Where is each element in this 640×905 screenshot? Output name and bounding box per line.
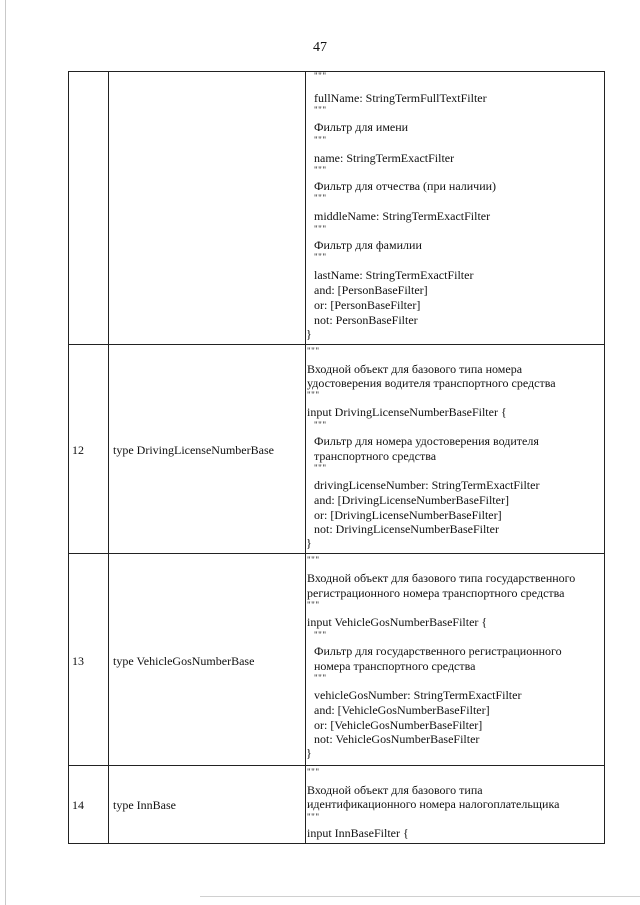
code-line: vehicleGosNumber: StringTermExactFilter (314, 688, 522, 702)
row-number: 14 (72, 798, 84, 812)
docstring-delimiter: """ (314, 630, 327, 640)
code-line: Входной объект для базового типа номера (307, 362, 523, 376)
docstring-delimiter: """ (314, 135, 327, 145)
docstring-delimiter: """ (307, 812, 320, 822)
docstring-delimiter: """ (307, 767, 320, 777)
code-line: Фильтр для фамилии (314, 238, 422, 252)
code-line: not: VehicleGosNumberBaseFilter (314, 732, 480, 746)
docstring-delimiter: """ (307, 390, 320, 400)
docstring-delimiter: """ (314, 193, 327, 203)
row-divider (69, 344, 604, 345)
code-line: not: PersonBaseFilter (314, 313, 418, 327)
row-number: 13 (72, 654, 84, 668)
code-line: Фильтр для государственного регистрационного (314, 644, 562, 658)
row-type-name: type InnBase (113, 798, 176, 812)
column-divider (108, 72, 109, 843)
row-number: 12 (72, 443, 84, 457)
code-line: or: [PersonBaseFilter] (314, 298, 421, 312)
code-line: and: [PersonBaseFilter] (314, 283, 428, 297)
code-line: and: [DrivingLicenseNumberBaseFilter] (314, 493, 509, 507)
code-line: } (306, 746, 312, 760)
code-line: Фильтр для отчества (при наличии) (314, 179, 497, 193)
code-line: or: [DrivingLicenseNumberBaseFilter] (314, 508, 502, 522)
code-line: идентификационного номера налогоплательщика (307, 797, 560, 811)
code-line: номера транспортного средства (314, 659, 476, 673)
code-line: drivingLicenseNumber: StringTermExactFilter (314, 478, 540, 492)
code-line: input VehicleGosNumberBaseFilter { (307, 615, 488, 629)
docstring-delimiter: """ (314, 420, 327, 430)
code-line: name: StringTermExactFilter (314, 151, 455, 165)
docstring-delimiter: """ (307, 346, 320, 356)
column-divider (305, 72, 306, 843)
code-line: } (306, 327, 312, 341)
page-number: 47 (313, 40, 327, 55)
row-divider (69, 765, 604, 766)
docstring-delimiter: """ (314, 463, 327, 473)
code-line: input InnBaseFilter { (307, 826, 409, 840)
docstring-delimiter: """ (314, 673, 327, 683)
code-line: not: DrivingLicenseNumberBaseFilter (314, 522, 499, 536)
docstring-delimiter: """ (314, 105, 327, 115)
code-line: and: [VehicleGosNumberBaseFilter] (314, 703, 490, 717)
docstring-delimiter: """ (307, 600, 320, 610)
code-line: Фильтр для номера удостоверения водителя (314, 434, 539, 448)
row-type-name: type DrivingLicenseNumberBase (113, 443, 274, 457)
code-line: регистрационного номера транспортного средства (307, 586, 565, 600)
code-line: or: [VehicleGosNumberBaseFilter] (314, 718, 483, 732)
row-divider (69, 553, 604, 554)
code-line: } (306, 536, 312, 550)
code-line: input DrivingLicenseNumberBaseFilter { (307, 405, 507, 419)
scan-edge (5, 0, 6, 905)
row-type-name: type VehicleGosNumberBase (113, 654, 255, 668)
docstring-delimiter: """ (307, 555, 320, 565)
docstring-delimiter: """ (314, 224, 327, 234)
code-line: fullName: StringTermFullTextFilter (314, 91, 487, 105)
code-line: Входной объект для базового типа (307, 783, 483, 797)
docstring-delimiter: """ (314, 165, 327, 175)
code-line: lastName: StringTermExactFilter (314, 268, 474, 282)
code-line: удостоверения водителя транспортного средства (307, 376, 556, 390)
code-line: Фильтр для имени (314, 120, 409, 134)
docstring-delimiter: """ (314, 71, 327, 81)
docstring-delimiter: """ (314, 252, 327, 262)
code-line: Входной объект для базового типа государственного (307, 571, 576, 585)
code-line: транспортного средства (314, 449, 437, 463)
schema-table (68, 71, 605, 844)
scan-bottom-edge (200, 896, 640, 897)
code-line: middleName: StringTermExactFilter (314, 209, 491, 223)
